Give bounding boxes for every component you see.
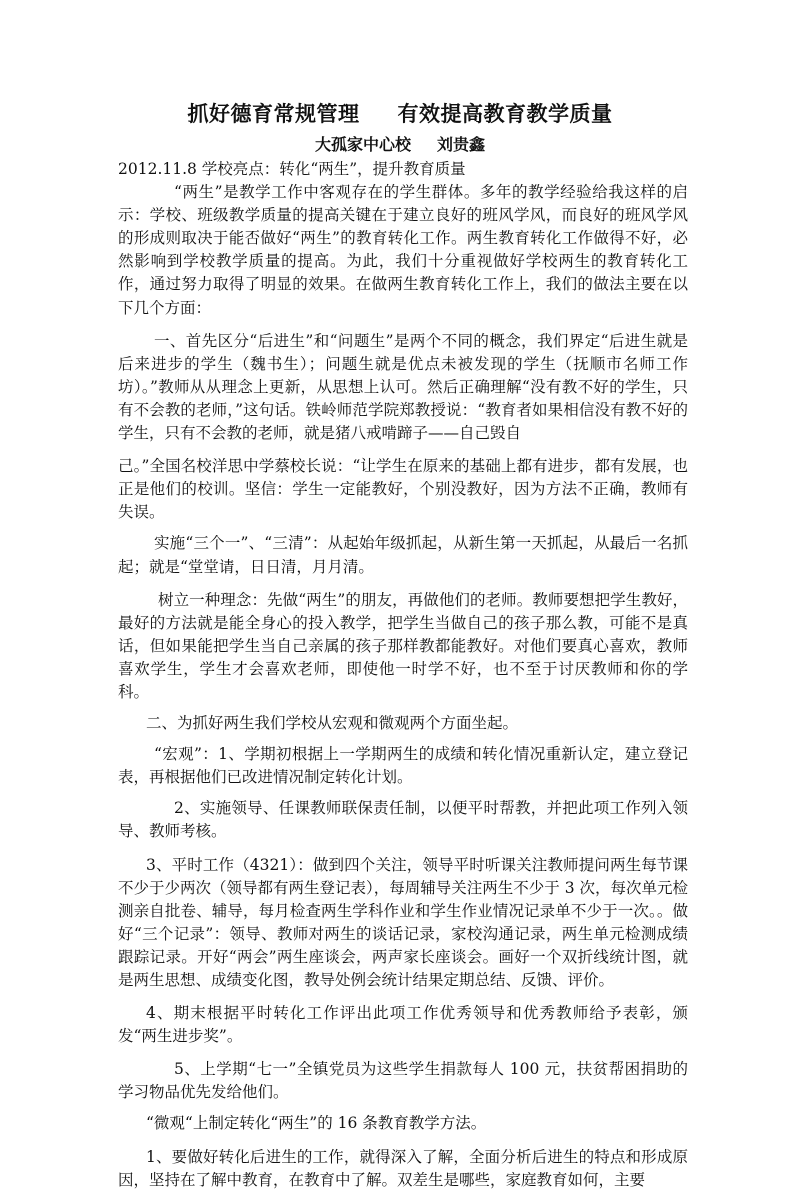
author-name: 刘贵鑫: [437, 135, 486, 154]
title-right: 有效提高教育教学质量: [397, 101, 613, 126]
school-name: 大孤家中心校: [314, 135, 411, 154]
paragraph-macro-5: 5、上学期“七一”全镇党员为这些学生捐款每人 100 元，扶贫帮困捐助的学习物品优先发给他们。: [118, 1060, 688, 1102]
document-body: [118, 158, 688, 1192]
byline: [0, 134, 800, 156]
title-left: 抓好德育常规管理: [187, 101, 360, 126]
paragraph-section-one: 一、首先区分“后进生”和“问题生”是两个不同的概念，我们界定“后进生就是后来进步的学生（魏书生）；问题生就是优点未被发现的学生（抚顺市名师工作坊）。”教师从从理念上更新，从思想上认可。然后正确理解“没有教不好的学生，只有不会教的老师，”这句话。铁岭师范学院郑教授说：“教育者如果相信没有教不好的学生，只有不会教的老师，就是猪八戒啃蹄子——自己毁自: [118, 331, 688, 443]
paragraph-three-ones: 实施“三个一”、“三清”：从起始年级抓起，从新生第一天抓起，从最后一名抓起；就是“堂堂请，日日清，月月清。: [118, 534, 688, 576]
date-line: 2012.11.8 学校亮点：转化“两生”，提升教育质量: [118, 160, 466, 178]
paragraph-intro: “两生”是教学工作中客观存在的学生群体。多年的教学经验给我这样的启示：学校、班级教学质量的提高关键在于建立良好的班风学风，而良好的班风学风的形成则取决于能否做好“两生”的教育转化工作。两生教育转化工作做得不好，必然影响到学校教学质量的提高。为此，我们十分重视做好学校两生的教育转化工作，通过努力取得了明显的效果。在做两生教育转化工作上，我们的做法主要在以下几个方面：: [118, 183, 688, 317]
paragraph-macro-3: 3、平时工作（4321）：做到四个关注，领导平时听课关注教师提问两生每节课不少于少两次（领导都有两生登记表），每周辅导关注两生不少于 3 次，每次单元检测亲自批卷、辅导，每月检查两生学科作业和学生作业情况记录单不少于一次。。做好“三个记录”：领导、教师对两生的谈话记录，家校沟通记录，两生单元检测成绩跟踪记录。开好“两会”两生座谈会，两声家长座谈会。画好一个双折线统计图，就是两生思想、成绩变化图，教导处例会统计结果定期总结、反馈、评价。: [118, 855, 688, 989]
paragraph-concept: 树立一种理念：先做“两生”的朋友，再做他们的老师。教师要想把学生教好，最好的方法就是能全身心的投入教学，把学生当做自己的孩子那么教，可能不是真话，但如果能把学生当自己亲属的孩子那样教都能教好。对他们要真心喜欢，教师喜欢学生，学生才会喜欢老师，即使他一时学不好，也不至于讨厌教师和你的学科。: [118, 590, 688, 701]
paragraph-macro-2: 2、实施领导、任课教师联保责任制，以便平时帮教，并把此项工作列入领导、教师考核。: [118, 799, 688, 841]
paragraph-continuation: 己。”全国名校洋思中学蔡校长说：“让学生在原来的基础上都有进步，都有发展，也正是他们的校训。坚信：学生一定能教好，个别没教好，因为方法不正确，教师有失误。: [118, 457, 688, 522]
paragraph-macro-1: “宏观”：1、学期初根据上一学期两生的成绩和转化情况重新认定，建立登记表，再根据他们已改进情况制定转化计划。: [118, 745, 688, 787]
paragraph-micro: “微观“上制定转化“两生”的 16 条教育教学方法。: [146, 1114, 487, 1133]
paragraph-micro-1: 1、要做好转化后进生的工作，就得深入了解，全面分析后进生的特点和形成原因，坚持在了解中教育，在教育中了解。双差生是哪些，家庭教育如何，主要: [118, 1147, 688, 1189]
document-title: [0, 100, 800, 128]
paragraph-macro-4: 4、期末根据平时转化工作评出此项工作优秀领导和优秀教师给予表彰，颁发“两生进步奖”。: [118, 1004, 688, 1046]
paragraph-section-two: 二、为抓好两生我们学校从宏观和微观两个方面坐起。: [146, 714, 519, 733]
